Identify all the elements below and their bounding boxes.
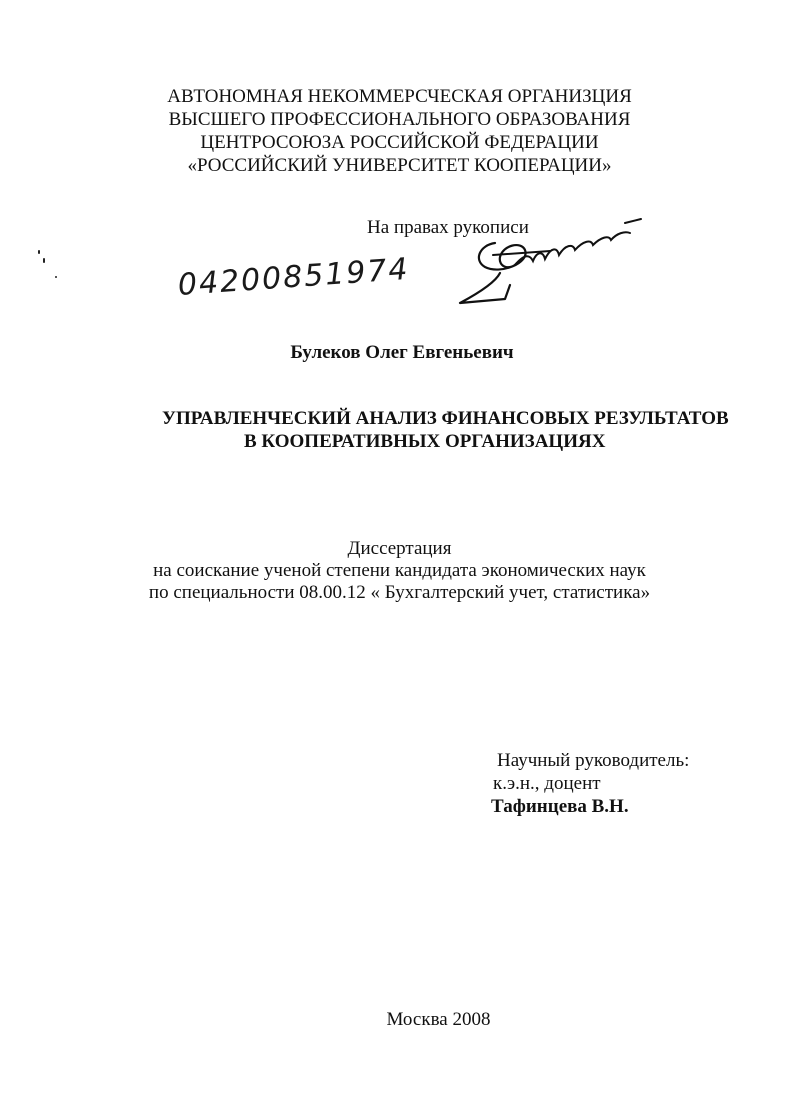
author-name: Булеков Олег Евгеньевич (290, 342, 514, 363)
institution-line-4: «РОССИЙСКИЙ УНИВЕРСИТЕТ КООПЕРАЦИИ» (187, 155, 612, 176)
supervisor-name: Тафинцева В.Н. (491, 796, 629, 817)
margin-mark (43, 258, 45, 263)
city-year: Москва 2008 (386, 1009, 491, 1030)
supervisor-label: Научный руководитель: (497, 750, 690, 771)
handwritten-registration-number: 04200851974 (176, 251, 411, 303)
margin-mark (38, 250, 40, 254)
manuscript-note: На правах рукописи (367, 217, 529, 238)
dissertation-label: Диссертация (347, 538, 452, 559)
dissertation-title-line-1: УПРАВЛЕНЧЕСКИЙ АНАЛИЗ ФИНАНСОВЫХ РЕЗУЛЬТАТОВ (162, 408, 729, 429)
institution-line-2: ВЫСШЕГО ПРОФЕССИОНАЛЬНОГО ОБРАЗОВАНИЯ (168, 109, 631, 130)
dissertation-degree: на соискание ученой степени кандидата экономических наук (153, 560, 646, 581)
dissertation-specialty: по специальности 08.00.12 « Бухгалтерский учет, статистика» (148, 582, 651, 603)
institution-line-3: ЦЕНТРОСОЮЗА РОССИЙСКОЙ ФЕДЕРАЦИИ (200, 132, 599, 153)
signature-icon (455, 215, 650, 310)
margin-mark (55, 276, 57, 278)
institution-line-1: АВТОНОМНАЯ НЕКОММЕРСЧЕСКАЯ ОРГАНИЗЦИЯ (167, 86, 632, 107)
dissertation-title-line-2: В КООПЕРАТИВНЫХ ОРГАНИЗАЦИЯХ (244, 431, 606, 452)
supervisor-degree: к.э.н., доцент (493, 773, 601, 794)
